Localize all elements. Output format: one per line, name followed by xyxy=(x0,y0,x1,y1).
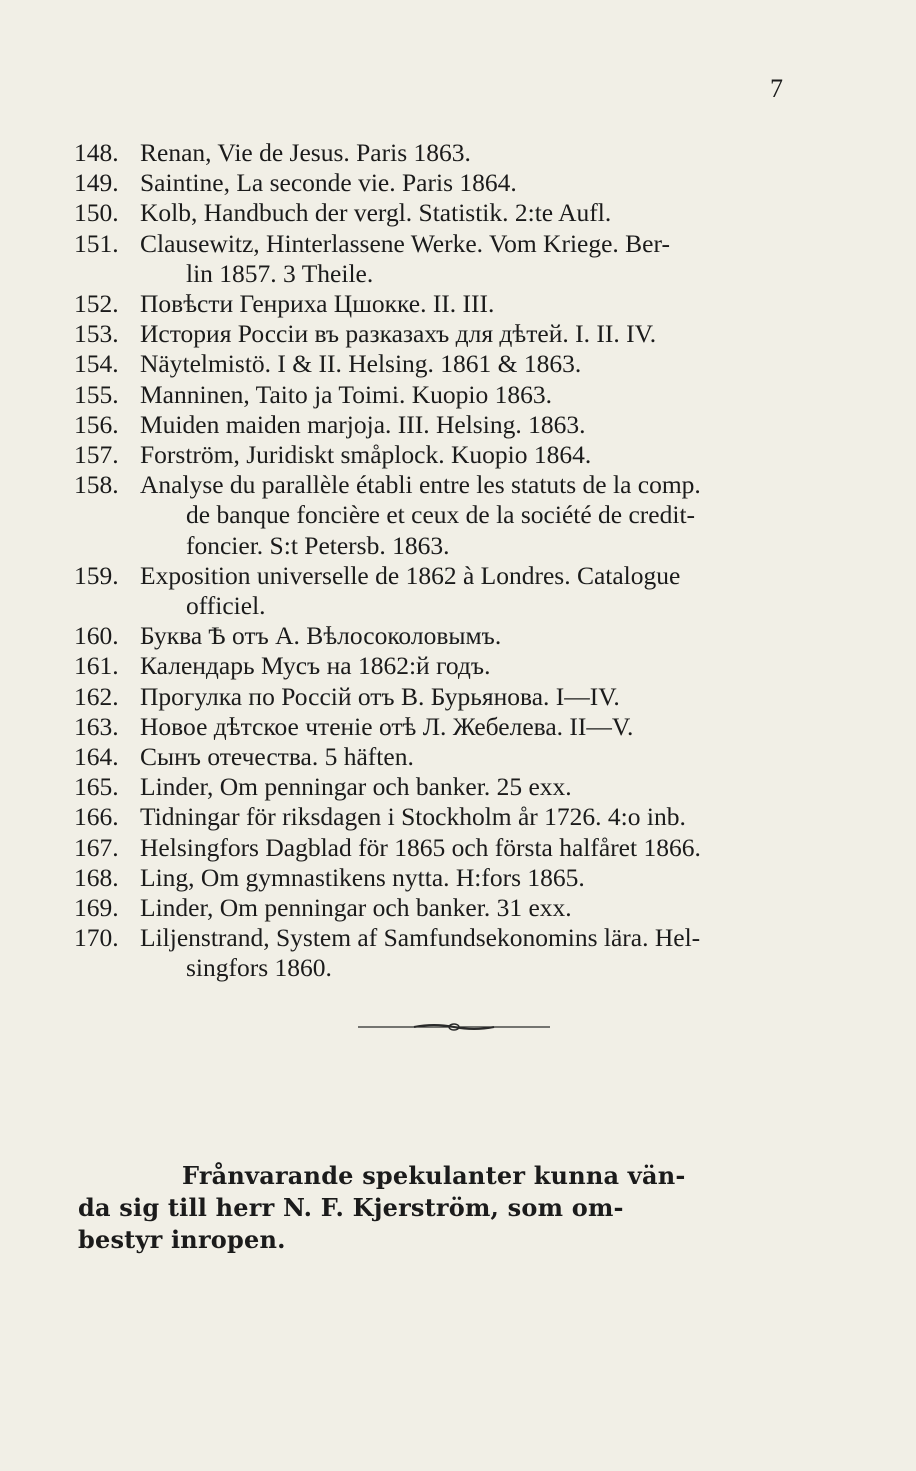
catalogue-entry xyxy=(74,621,834,651)
catalogue-entry xyxy=(74,440,834,470)
catalogue-entry xyxy=(74,772,834,802)
entry-number: 164. xyxy=(74,742,119,772)
catalogue-entry xyxy=(74,802,834,832)
entry-number: 150. xyxy=(74,198,119,228)
entry-text xyxy=(140,138,834,168)
entry-text xyxy=(140,440,834,470)
entry-text xyxy=(140,712,834,742)
entry-line: Буква Ѣ отъ А. Вѣлосоколовымъ. xyxy=(140,621,502,651)
entry-line: Näytelmistö. I & II. Helsing. 1861 & 1863. xyxy=(140,349,582,379)
catalogue-entry xyxy=(74,349,834,379)
entry-line: Kolb, Handbuch der vergl. Statistik. 2:te Aufl. xyxy=(140,198,612,228)
entry-line: Liljenstrand, System af Samfundsekonomins lära. Hel- xyxy=(140,923,701,953)
entry-text xyxy=(140,561,834,621)
entry-line: Muiden maiden marjoja. III. Helsing. 1863. xyxy=(140,409,586,439)
entry-number: 169. xyxy=(74,893,119,923)
catalogue-entry xyxy=(74,893,834,923)
entry-line: lin 1857. 3 Theile. xyxy=(186,258,374,288)
entry-text xyxy=(140,621,834,651)
entry-text xyxy=(140,802,834,832)
notice-text xyxy=(78,1160,832,1256)
entry-line: Exposition universelle de 1862 à Londres. Catalogue xyxy=(140,560,681,590)
entry-number: 158. xyxy=(74,470,119,500)
entry-line: Прогулка по Россiй отъ В. Бурьянова. I—IV. xyxy=(140,681,620,711)
entry-text xyxy=(140,682,834,712)
entry-line: История Россiи въ разказахъ для дѣтей. I. II. IV. xyxy=(140,319,657,349)
ornamental-divider xyxy=(358,1022,550,1032)
entry-number: 163. xyxy=(74,711,119,741)
entry-line: Tidningar för riksdagen i Stockholm år 1726. 4:o inb. xyxy=(140,802,686,832)
notice-line: Frånvarande spekulanter kunna vän- xyxy=(182,1161,686,1190)
catalogue-entry xyxy=(74,561,834,621)
entry-line: Linder, Om penningar och banker. 25 exx. xyxy=(140,772,572,802)
entry-number: 165. xyxy=(74,772,119,802)
entry-number: 155. xyxy=(74,379,119,409)
entry-number: 161. xyxy=(74,651,119,681)
catalogue-entry xyxy=(74,712,834,742)
catalogue-entry xyxy=(74,863,834,893)
entry-line: Linder, Om penningar och banker. 31 exx. xyxy=(140,893,572,923)
entry-number: 167. xyxy=(74,832,119,862)
entry-number: 157. xyxy=(74,440,119,470)
entry-line: Повѣсти Генриха Цшокке. II. III. xyxy=(140,289,495,319)
entry-line: Saintine, La seconde vie. Paris 1864. xyxy=(140,168,517,198)
entry-text xyxy=(140,833,834,863)
entry-number: 149. xyxy=(74,168,119,198)
entry-line: Helsingfors Dagblad för 1865 och första halfåret 1866. xyxy=(140,832,701,862)
entry-line: Renan, Vie de Jesus. Paris 1863. xyxy=(140,138,471,167)
entry-text xyxy=(140,349,834,379)
catalogue-entry xyxy=(74,923,834,983)
catalogue-entry xyxy=(74,380,834,410)
catalogue-entry xyxy=(74,319,834,349)
entry-line: Сынъ отечества. 5 häften. xyxy=(140,742,414,772)
entry-text xyxy=(140,229,834,289)
entry-text xyxy=(140,923,834,983)
entry-text xyxy=(140,893,834,923)
entry-number: 162. xyxy=(74,681,119,711)
entry-text xyxy=(140,470,834,561)
catalogue-entry xyxy=(74,410,834,440)
entry-number: 170. xyxy=(74,923,119,953)
entry-number: 154. xyxy=(74,349,119,379)
entry-text xyxy=(140,168,834,198)
entry-text xyxy=(140,198,834,228)
entry-text xyxy=(140,289,834,319)
entry-text xyxy=(140,319,834,349)
entry-text xyxy=(140,742,834,772)
entry-number: 152. xyxy=(74,289,119,319)
entry-line: de banque foncière et ceux de la société de credit- xyxy=(186,500,696,530)
catalogue-entry xyxy=(74,651,834,681)
entry-number: 160. xyxy=(74,621,119,651)
entry-number: 156. xyxy=(74,409,119,439)
catalogue-entry xyxy=(74,289,834,319)
entry-line: Forström, Juridiskt småplock. Kuopio 1864. xyxy=(140,440,592,470)
entry-number: 153. xyxy=(74,319,119,349)
entry-line: singfors 1860. xyxy=(186,953,332,983)
entry-text xyxy=(140,410,834,440)
entry-number: 151. xyxy=(74,228,119,258)
entry-number: 159. xyxy=(74,560,119,590)
entry-text xyxy=(140,380,834,410)
entry-line: Manninen, Taito ja Toimi. Kuopio 1863. xyxy=(140,379,552,409)
catalogue-entry xyxy=(74,198,834,228)
entry-text xyxy=(140,651,834,681)
entry-number: 148. xyxy=(74,138,119,167)
entry-line: officiel. xyxy=(186,591,266,621)
catalogue-entry xyxy=(74,168,834,198)
catalogue-entry xyxy=(74,833,834,863)
entry-line: foncier. S:t Petersb. 1863. xyxy=(186,530,450,560)
catalogue-entry xyxy=(74,138,834,168)
entry-text xyxy=(140,772,834,802)
entry-line: Analyse du parallèle établi entre les statuts de la comp. xyxy=(140,470,701,500)
catalogue-entry xyxy=(74,742,834,772)
page-number: 7 xyxy=(770,74,783,103)
entry-text xyxy=(140,863,834,893)
notice-line: da sig till herr N. F. Kjerström, som om- xyxy=(78,1193,624,1222)
entry-line: Новое дѣтское чтенiе отѣ Л. Жебелева. II—V. xyxy=(140,711,634,741)
catalogue-entry xyxy=(74,470,834,561)
entry-number: 166. xyxy=(74,802,119,832)
notice-line: bestyr inropen. xyxy=(78,1225,286,1254)
entry-line: Календарь Мусъ на 1862:й годъ. xyxy=(140,651,491,681)
catalogue-entry xyxy=(74,682,834,712)
entry-line: Clausewitz, Hinterlassene Werke. Vom Kriege. Ber- xyxy=(140,228,670,258)
entry-line: Ling, Om gymnastikens nytta. H:fors 1865. xyxy=(140,862,585,892)
catalogue-list xyxy=(74,138,834,984)
entry-number: 168. xyxy=(74,862,119,892)
catalogue-entry xyxy=(74,229,834,289)
